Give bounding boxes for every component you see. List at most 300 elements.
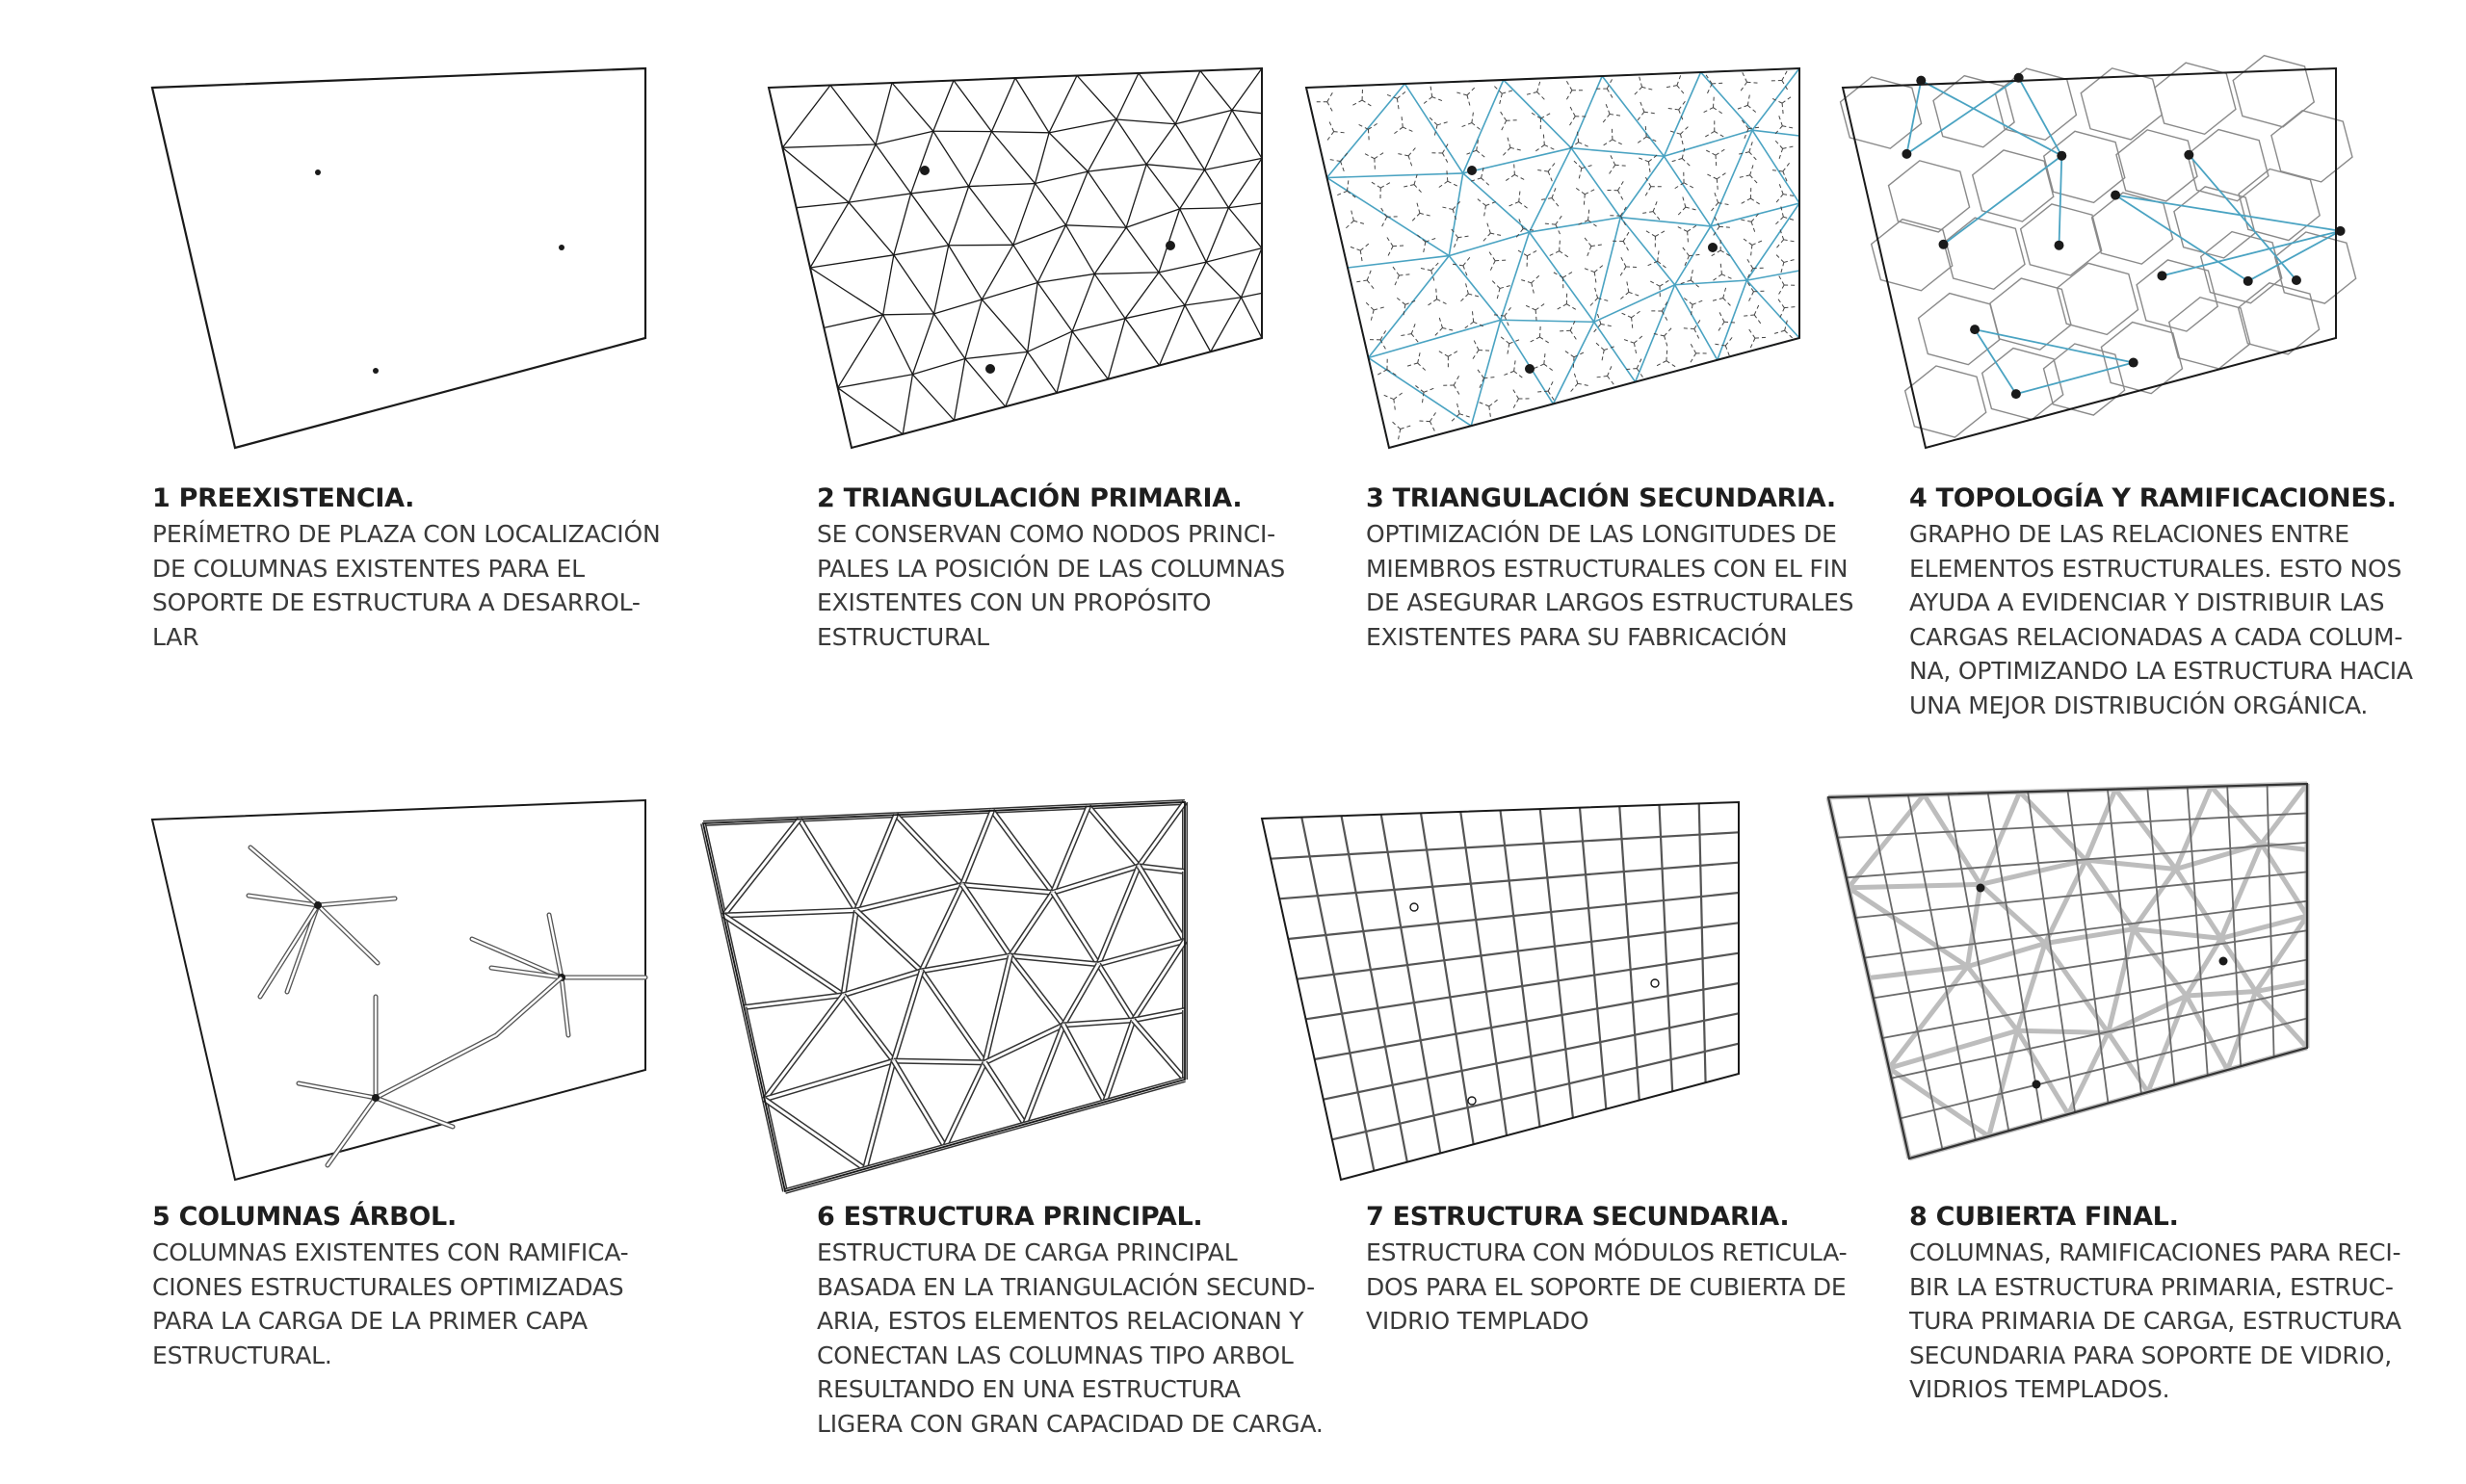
triangulation-edge — [1746, 280, 1799, 338]
panel-title: 4 TOPOLOGÍA Y RAMIFICACIONES. — [1909, 483, 2397, 513]
caption — [1366, 483, 1886, 654]
triangulation-edge — [1471, 320, 1501, 426]
mesh-edge — [1159, 209, 1180, 273]
mesh-edge — [1159, 262, 1206, 273]
dashed-edge — [1743, 238, 1752, 245]
mesh-edge — [934, 314, 965, 359]
dashed-edge — [1610, 114, 1621, 116]
dashed-edge — [1563, 272, 1573, 277]
dashed-edge — [1719, 312, 1724, 323]
dashed-edge — [1543, 134, 1544, 145]
graph-node — [2129, 358, 2138, 368]
column-node — [1467, 166, 1477, 175]
column-node — [2219, 957, 2228, 966]
dashed-edge — [1392, 421, 1401, 429]
dashed-edge — [1680, 134, 1683, 145]
dashed-edge — [1626, 267, 1638, 268]
dashed-edge — [1724, 322, 1736, 323]
mesh-edge — [969, 187, 1013, 246]
main-member-core — [765, 1061, 894, 1100]
triangulation-edge — [1711, 226, 1746, 280]
triangulation-edge — [1369, 256, 1450, 358]
mesh-edge — [1088, 119, 1116, 171]
dashed-edge — [1430, 86, 1432, 97]
mesh-edge — [1028, 351, 1057, 393]
diagram-estructura-secundaria — [1252, 794, 1763, 1189]
dashed-edge — [1525, 305, 1535, 310]
triangulation-edge — [1664, 130, 1752, 156]
dashed-edge — [1412, 213, 1420, 221]
dashed-edge — [1500, 111, 1507, 120]
main-member-core — [921, 956, 1010, 972]
dashed-edge — [1549, 251, 1560, 256]
dashed-edge — [1587, 247, 1591, 257]
mesh-edge — [1159, 273, 1185, 305]
grid-member — [1460, 812, 1507, 1135]
caption-line: SE CONSERVAN COMO NODOS PRINCI- — [817, 520, 1275, 548]
dashed-edge — [1703, 108, 1714, 113]
mesh-edge — [1037, 273, 1094, 282]
dashed-edge — [1439, 317, 1442, 327]
dashed-edge — [1667, 108, 1679, 110]
dashed-edge — [1570, 330, 1577, 340]
dashed-edge — [1671, 159, 1683, 162]
triangulation-edge — [1449, 256, 1501, 321]
dashed-edge — [1477, 198, 1485, 205]
dashed-edge — [1418, 363, 1427, 371]
dashed-edge — [1544, 223, 1556, 224]
main-member-core — [1053, 866, 1139, 893]
dashed-edge — [1750, 175, 1758, 184]
dashed-edge — [1434, 327, 1442, 336]
triangulation-edge — [1553, 322, 1593, 404]
topology-cell — [2239, 169, 2320, 240]
triangulation-edge — [1327, 84, 1405, 178]
triangulation-edge — [1369, 358, 1472, 427]
dashed-edge — [1570, 383, 1578, 392]
dashed-edge — [1716, 155, 1717, 167]
dashed-edge — [1564, 351, 1574, 357]
main-member-core — [843, 910, 855, 995]
mesh-edge — [1006, 351, 1028, 406]
dashed-edge — [1353, 221, 1365, 223]
mesh-edge — [1036, 171, 1089, 183]
triangulation-edge — [1675, 280, 1747, 285]
dashed-edge — [1489, 251, 1496, 261]
mesh-edge — [1065, 225, 1126, 227]
main-member-core — [1089, 806, 1139, 866]
triangulation-edge — [1620, 218, 1711, 226]
panel-title: 5 COLUMNAS ÁRBOL. — [152, 1202, 457, 1232]
tree-branch-core — [549, 915, 562, 977]
dashed-edge — [1747, 82, 1759, 83]
dashed-edge — [1388, 247, 1393, 257]
dashed-edge — [1746, 258, 1752, 268]
dashed-edge — [1477, 369, 1483, 378]
mesh-edge — [810, 255, 894, 268]
dashed-edge — [1401, 426, 1411, 430]
dashed-edge — [1634, 335, 1642, 343]
dashed-edge — [1784, 307, 1796, 308]
dashed-edge — [1540, 113, 1551, 118]
dashed-edge — [1584, 268, 1594, 272]
dashed-edge — [1436, 288, 1437, 299]
dashed-edge — [1566, 80, 1572, 90]
caption-line: LIGERA CON GRAN CAPACIDAD DE CARGA. — [817, 1409, 1324, 1438]
dashed-edge — [1532, 283, 1535, 295]
column-node — [373, 368, 379, 374]
dashed-edge — [1500, 285, 1511, 288]
plaza-perimeter — [1306, 68, 1799, 448]
column-marker — [1651, 979, 1659, 987]
mesh-edge — [911, 187, 969, 194]
dashed-edge — [1747, 94, 1749, 106]
mesh-edge — [1072, 273, 1094, 331]
graph-node — [1939, 240, 1949, 249]
mesh-edge — [949, 246, 983, 299]
dashed-edge — [1552, 187, 1556, 197]
diagram-topologia — [1835, 63, 2346, 457]
column-node — [1166, 241, 1175, 250]
grid-member — [1580, 808, 1606, 1109]
triangulation-edge — [1530, 218, 1621, 232]
dashed-edge — [1347, 191, 1356, 197]
caption-line: BIR LA ESTRUCTURA PRIMARIA, ESTRUC- — [1909, 1272, 2394, 1301]
mesh-edge — [1049, 119, 1116, 133]
dashed-edge — [1394, 127, 1404, 134]
mesh-edge — [933, 131, 969, 186]
column-node — [2033, 1080, 2041, 1089]
dashed-edge — [1784, 259, 1796, 262]
mesh-edge — [782, 86, 830, 148]
dashed-edge — [1666, 361, 1676, 368]
dashed-edge — [1601, 325, 1613, 326]
tree-branch-core — [496, 977, 562, 1035]
dashed-edge — [1785, 330, 1794, 338]
mesh-edge — [1094, 273, 1159, 274]
dashed-edge — [1688, 225, 1697, 232]
triangulation-edge — [1594, 322, 1636, 381]
dashed-edge — [1637, 112, 1643, 120]
dashed-edge — [1620, 256, 1626, 267]
dashed-edge — [1432, 97, 1443, 101]
grid-member — [2147, 789, 2174, 1085]
mesh-edge — [1125, 319, 1159, 366]
dashed-edge — [1392, 266, 1399, 275]
graph-node — [2336, 226, 2346, 236]
dashed-edge — [1448, 351, 1457, 356]
diagram-preexistencia — [144, 63, 655, 457]
mesh-edge — [883, 315, 913, 375]
dashed-edge — [1556, 215, 1562, 224]
dashed-edge — [1609, 165, 1615, 174]
plaza-perimeter — [703, 802, 1185, 1191]
mesh-edge — [1232, 68, 1262, 110]
dashed-edge — [1666, 86, 1677, 88]
column-node — [1525, 364, 1535, 374]
caption-line: GRAPHO DE LAS RELACIONES ENTRE — [1909, 520, 2349, 548]
dashed-edge — [1411, 323, 1415, 333]
roof-member — [2017, 944, 2045, 1031]
dashed-edge — [1682, 147, 1685, 159]
mesh-edge — [1146, 165, 1204, 170]
dashed-edge — [1705, 150, 1716, 155]
dashed-edge — [1508, 202, 1519, 207]
dashed-edge — [1377, 370, 1387, 376]
dashed-edge — [1775, 217, 1784, 224]
dashed-edge — [1589, 299, 1597, 307]
dashed-edge — [1778, 285, 1784, 295]
dashed-edge — [1402, 116, 1403, 127]
dashed-edge — [1474, 340, 1479, 351]
mesh-edge — [876, 144, 911, 194]
triangulation-edge — [1348, 256, 1449, 268]
main-member-core — [856, 910, 922, 971]
diagram-triangulacion-primaria — [761, 63, 1272, 457]
mesh-edge — [982, 299, 1027, 351]
dashed-edge — [1747, 105, 1756, 113]
caption-line: PALES LA POSICIÓN DE LAS COLUMNAS — [817, 554, 1285, 583]
dashed-edge — [1584, 237, 1590, 246]
dashed-edge — [1594, 287, 1597, 299]
main-member-core — [1053, 893, 1098, 964]
mesh-edge — [1160, 305, 1185, 366]
dashed-edge — [1468, 294, 1480, 297]
dashed-edge — [1400, 334, 1411, 336]
roof-member — [2187, 992, 2256, 996]
mesh-edge — [876, 83, 892, 144]
grid-member — [1660, 805, 1673, 1092]
dashed-edge — [1723, 299, 1731, 307]
grid-member — [1306, 953, 1739, 1020]
dashed-edge — [1712, 83, 1723, 84]
panel-title: 6 ESTRUCTURA PRINCIPAL. — [817, 1202, 1203, 1232]
dashed-edge — [1776, 240, 1784, 248]
dashed-edge — [1461, 123, 1472, 127]
roof-member — [2086, 860, 2175, 869]
dashed-edge — [1375, 152, 1384, 159]
mesh-edge — [1108, 319, 1125, 379]
main-member-core — [921, 885, 962, 972]
dashed-edge — [1482, 233, 1490, 242]
caption-line: ESTRUCTURA DE CARGA PRINCIPAL — [817, 1238, 1238, 1266]
dashed-edge — [1749, 141, 1753, 151]
dashed-edge — [1677, 226, 1688, 231]
caption-line: ESTRUCTURAL — [817, 622, 989, 651]
dashed-edge — [1674, 183, 1684, 189]
triangulation-edge — [1571, 76, 1602, 148]
dashed-edge — [1742, 71, 1746, 82]
triangulation-edge — [1530, 148, 1572, 232]
grid-member — [1342, 816, 1407, 1161]
topology-cell — [2239, 283, 2320, 354]
column-node — [314, 901, 322, 909]
dashed-edge — [1779, 183, 1783, 194]
dashed-edge — [1775, 195, 1783, 203]
grid-member — [2188, 788, 2208, 1076]
roof-member — [2134, 929, 2187, 996]
mesh-edge — [1228, 158, 1262, 207]
dashed-edge — [1704, 131, 1714, 137]
dashed-edge — [1430, 422, 1434, 432]
dashed-edge — [1500, 93, 1503, 105]
dashed-edge — [1751, 221, 1755, 232]
dashed-edge — [1750, 338, 1755, 349]
mesh-edge — [1232, 110, 1262, 158]
dashed-edge — [1557, 304, 1567, 310]
diagram-columnas-arbol — [144, 794, 655, 1189]
caption-line: PERÍMETRO DE PLAZA CON LOCALIZACIÓN — [152, 520, 661, 548]
mesh-edge — [894, 255, 934, 314]
caption-line: ELEMENTOS ESTRUCTURALES. ESTO NOS — [1909, 554, 2402, 583]
caption-line: LAR — [152, 622, 199, 651]
dashed-edge — [1467, 95, 1470, 107]
dashed-edge — [1358, 124, 1369, 129]
dashed-edge — [1510, 147, 1522, 150]
mesh-edge — [1049, 133, 1088, 171]
dashed-edge — [1417, 202, 1420, 214]
dashed-edge — [1479, 402, 1489, 406]
dashed-edge — [1750, 198, 1760, 204]
mesh-edge — [955, 358, 965, 420]
tree-branch-core — [299, 1083, 376, 1098]
dashed-edge — [1539, 325, 1540, 337]
dashed-edge — [1653, 200, 1657, 211]
panel-title: 1 PREEXISTENCIA. — [152, 483, 415, 513]
dashed-edge — [1516, 229, 1523, 238]
caption-line: CIONES ESTRUCTURALES OPTIMIZADAS — [152, 1272, 624, 1301]
dashed-edge — [1503, 371, 1513, 375]
dashed-edge — [1458, 236, 1470, 238]
dashed-edge — [1615, 165, 1627, 166]
mesh-edge — [1094, 227, 1126, 273]
topology-cell — [1973, 150, 2054, 221]
dashed-edge — [1341, 162, 1345, 172]
dashed-edge — [1783, 146, 1795, 148]
triangulation-edge — [1571, 148, 1664, 156]
dashed-edge — [1360, 244, 1369, 251]
dashed-edge — [1621, 313, 1632, 318]
dashed-edge — [1750, 164, 1754, 174]
dashed-edge — [1754, 304, 1759, 315]
dashed-edge — [1477, 150, 1485, 158]
mesh-edge — [1126, 227, 1159, 273]
dashed-edge — [1520, 279, 1531, 283]
main-member-core — [1010, 893, 1053, 956]
dashed-edge — [1397, 298, 1405, 305]
dashed-edge — [1393, 246, 1404, 247]
dashed-edge — [1566, 304, 1576, 310]
dashed-edge — [1691, 269, 1692, 280]
dashed-edge — [1395, 275, 1400, 286]
main-member-core — [1139, 802, 1185, 866]
dashed-edge — [1629, 292, 1640, 296]
dashed-edge — [1544, 145, 1555, 150]
mesh-edge — [849, 144, 876, 202]
dashed-edge — [1741, 198, 1751, 204]
triangulation-edge — [1718, 280, 1747, 360]
mesh-edge — [830, 86, 876, 145]
dashed-edge — [1570, 106, 1576, 117]
dashed-edge — [1612, 128, 1613, 140]
dashed-edge — [1658, 249, 1659, 261]
dashed-edge — [1755, 337, 1767, 338]
dashed-edge — [1489, 406, 1491, 418]
dashed-edge — [1423, 97, 1431, 105]
dashed-edge — [1575, 188, 1585, 195]
dashed-edge — [1688, 231, 1689, 243]
topology-cell — [1944, 218, 2025, 289]
topology-cell — [2271, 111, 2352, 182]
grid-member — [1381, 815, 1441, 1154]
mesh-edge — [969, 184, 1036, 187]
grid-member — [1301, 818, 1374, 1171]
main-member-core — [1053, 806, 1089, 892]
tree-branch-core — [318, 905, 378, 963]
dashed-edge — [1470, 178, 1481, 182]
dashed-edge — [1523, 229, 1535, 231]
dashed-edge — [1775, 254, 1784, 262]
grid-member — [1324, 1013, 1739, 1099]
dashed-edge — [1782, 96, 1792, 103]
dashed-edge — [1544, 352, 1545, 364]
mesh-edge — [1175, 71, 1200, 124]
dashed-edge — [1442, 327, 1454, 330]
dashed-edge — [1644, 112, 1656, 114]
caption-line: ESTRUCTURA CON MÓDULOS RETICULA- — [1366, 1238, 1848, 1266]
graph-node — [1902, 149, 1911, 159]
dashed-edge — [1360, 250, 1362, 262]
dashed-edge — [1641, 212, 1653, 214]
dashed-edge — [1351, 210, 1354, 221]
dashed-edge — [1386, 237, 1393, 247]
triangulation-edge — [1602, 76, 1664, 156]
topology-cell — [2201, 232, 2282, 303]
tree-branch-core — [328, 1098, 376, 1165]
dashed-edge — [1603, 114, 1611, 122]
dashed-edge — [1368, 129, 1369, 141]
topology-cell — [1990, 278, 2071, 350]
dashed-edge — [1588, 209, 1589, 221]
caption-line: SOPORTE DE ESTRUCTURA A DESARROL- — [152, 588, 641, 616]
mesh-edge — [1206, 262, 1241, 298]
dashed-edge — [1752, 241, 1763, 246]
graph-edge — [2059, 156, 2062, 246]
mesh-edge — [1146, 165, 1180, 209]
dashed-edge — [1527, 250, 1537, 256]
dashed-edge — [1513, 399, 1519, 409]
dashed-edge — [1408, 147, 1416, 156]
mesh-edge — [1175, 124, 1204, 170]
dashed-edge — [1566, 91, 1572, 100]
mesh-edge — [838, 375, 913, 388]
dashed-edge — [1463, 256, 1470, 265]
dashed-edge — [1505, 174, 1514, 181]
caption-line: COLUMNAS, RAMIFICACIONES PARA RECI- — [1909, 1238, 2401, 1266]
main-member-core — [945, 1062, 984, 1146]
dashed-edge — [1627, 281, 1629, 293]
dashed-edge — [1594, 265, 1603, 273]
grid-member — [1271, 832, 1739, 858]
mesh-edge — [1146, 124, 1175, 165]
mesh-edge — [911, 194, 949, 246]
diagram-triangulacion-secundaria — [1299, 63, 1809, 457]
caption-line: DOS PARA EL SOPORTE DE CUBIERTA DE — [1366, 1272, 1847, 1301]
dashed-edge — [1437, 121, 1449, 124]
dashed-edge — [1408, 156, 1412, 167]
grid-member — [1315, 983, 1739, 1059]
topology-cell — [2057, 263, 2138, 334]
